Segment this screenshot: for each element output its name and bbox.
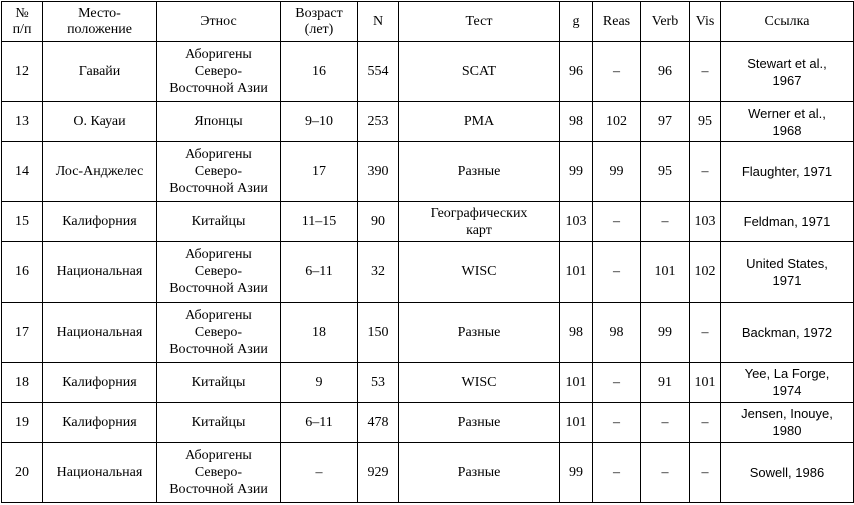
cell-location: Калифорния [43,362,157,402]
cell-num: 20 [2,442,43,502]
cell-g: 101 [560,242,593,302]
cell-n: 390 [358,142,399,202]
cell-ref: United States, 1971 [721,242,854,302]
cell-reas: – [593,362,641,402]
cell-verb: 97 [641,102,690,142]
cell-ethnos: Аборигены Северо- Восточной Азии [157,302,281,362]
cell-ethnos: Китайцы [157,362,281,402]
cell-n: 90 [358,202,399,242]
cell-ethnos: Аборигены Северо- Восточной Азии [157,442,281,502]
cell-reas: – [593,442,641,502]
cell-ref: Stewart et al., 1967 [721,42,854,102]
cell-vis: – [690,302,721,362]
cell-n: 53 [358,362,399,402]
cell-ethnos: Аборигены Северо- Восточной Азии [157,242,281,302]
cell-num: 12 [2,42,43,102]
cell-n: 253 [358,102,399,142]
cell-location: Национальная [43,242,157,302]
cell-n: 478 [358,402,399,442]
header-num: № п/п [2,2,43,42]
cell-verb: 96 [641,42,690,102]
header-test: Тест [399,2,560,42]
cell-num: 16 [2,242,43,302]
cell-verb: 99 [641,302,690,362]
cell-num: 13 [2,102,43,142]
cell-verb: – [641,202,690,242]
table-row [2,142,854,202]
cell-location: Калифорния [43,402,157,442]
cell-n: 150 [358,302,399,362]
cell-vis: – [690,442,721,502]
cell-age: – [281,442,358,502]
cell-test: Разные [399,442,560,502]
cell-age: 16 [281,42,358,102]
cell-reas: 98 [593,302,641,362]
cell-num: 18 [2,362,43,402]
cell-num: 17 [2,302,43,362]
header-ref: Ссылка [721,2,854,42]
table-row [2,202,854,242]
cell-vis: – [690,42,721,102]
cell-g: 103 [560,202,593,242]
cell-location: Гавайи [43,42,157,102]
cell-vis: – [690,142,721,202]
cell-ethnos: Китайцы [157,202,281,242]
cell-age: 6–11 [281,402,358,442]
cell-n: 554 [358,42,399,102]
table-row [2,442,854,502]
cell-test: Разные [399,142,560,202]
cell-location: Калифорния [43,202,157,242]
cell-g: 96 [560,42,593,102]
header-location: Место- положение [43,2,157,42]
cell-vis: – [690,402,721,442]
cell-g: 98 [560,102,593,142]
table-row [2,42,854,102]
header-ethnos: Этнос [157,2,281,42]
cell-reas: – [593,242,641,302]
cell-location: Лос-Анджелес [43,142,157,202]
cell-reas: – [593,202,641,242]
cell-g: 101 [560,402,593,442]
cell-location: Национальная [43,442,157,502]
cell-age: 11–15 [281,202,358,242]
cell-num: 19 [2,402,43,442]
cell-test: Разные [399,402,560,442]
cell-g: 99 [560,142,593,202]
cell-test: SCAT [399,42,560,102]
cell-age: 6–11 [281,242,358,302]
header-reas: Reas [593,2,641,42]
cell-age: 17 [281,142,358,202]
table-row [2,102,854,142]
cell-reas: – [593,402,641,442]
cell-age: 18 [281,302,358,362]
header-age: Возраст (лет) [281,2,358,42]
cell-num: 15 [2,202,43,242]
cell-ethnos: Китайцы [157,402,281,442]
cell-vis: 102 [690,242,721,302]
cell-location: Национальная [43,302,157,362]
cell-reas: 99 [593,142,641,202]
cell-ethnos: Японцы [157,102,281,142]
table-body [2,42,854,503]
cell-age: 9–10 [281,102,358,142]
header-g: g [560,2,593,42]
cell-verb: – [641,442,690,502]
cell-test: WISC [399,362,560,402]
data-table [1,1,854,503]
header-verb: Verb [641,2,690,42]
cell-verb: 101 [641,242,690,302]
cell-test: PMA [399,102,560,142]
cell-ethnos: Аборигены Северо- Восточной Азии [157,42,281,102]
cell-reas: – [593,42,641,102]
cell-g: 101 [560,362,593,402]
cell-ref: Yee, La Forge, 1974 [721,362,854,402]
cell-age: 9 [281,362,358,402]
table-row [2,362,854,402]
cell-vis: 101 [690,362,721,402]
cell-num: 14 [2,142,43,202]
cell-ref: Flaughter, 1971 [721,142,854,202]
header-row [2,2,854,42]
cell-n: 929 [358,442,399,502]
table-row [2,302,854,362]
cell-location: О. Кауаи [43,102,157,142]
cell-test: WISC [399,242,560,302]
cell-vis: 103 [690,202,721,242]
cell-test: Разные [399,302,560,362]
cell-test: Географических карт [399,202,560,242]
cell-g: 98 [560,302,593,362]
cell-vis: 95 [690,102,721,142]
cell-ethnos: Аборигены Северо- Восточной Азии [157,142,281,202]
cell-ref: Feldman, 1971 [721,202,854,242]
cell-ref: Jensen, Inouye, 1980 [721,402,854,442]
cell-n: 32 [358,242,399,302]
cell-verb: 95 [641,142,690,202]
cell-ref: Backman, 1972 [721,302,854,362]
header-n: N [358,2,399,42]
cell-ref: Werner et al., 1968 [721,102,854,142]
table-row [2,402,854,442]
cell-g: 99 [560,442,593,502]
header-vis: Vis [690,2,721,42]
cell-ref: Sowell, 1986 [721,442,854,502]
cell-verb: 91 [641,362,690,402]
table-row [2,242,854,302]
cell-reas: 102 [593,102,641,142]
cell-verb: – [641,402,690,442]
